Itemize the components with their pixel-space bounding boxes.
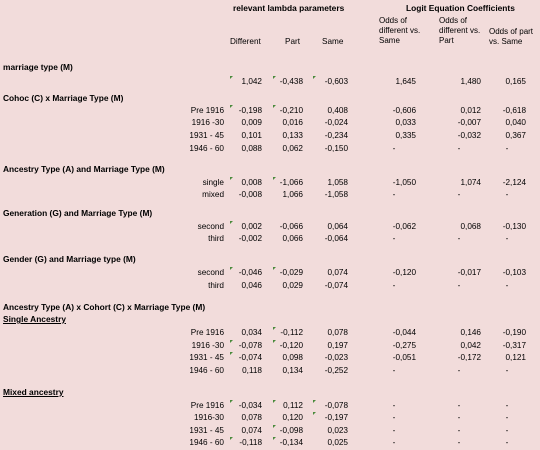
- cell-odds-different-part: -0,007: [457, 118, 481, 127]
- row-label: 1931 - 45: [189, 353, 224, 362]
- subsection-title-single-ancestry: Single Ancestry: [3, 314, 66, 324]
- cell-odds-different-same: -0,606: [392, 106, 416, 115]
- cell-part: -0,098: [279, 426, 303, 435]
- cell-same: -1,058: [324, 190, 348, 199]
- row-label: Pre 1916: [190, 401, 224, 410]
- cell-odds-different-part: -: [457, 413, 461, 422]
- cell-part: 0,112: [283, 401, 303, 410]
- cell-odds-part-same: -: [505, 413, 509, 422]
- cell-warning-indicator: [273, 177, 276, 180]
- cell-odds-different-same: -: [392, 144, 396, 153]
- row-label: 1916-30: [193, 413, 224, 422]
- cell-same: -0,024: [324, 118, 348, 127]
- row-label: single: [202, 178, 224, 187]
- cell-warning-indicator: [230, 267, 233, 270]
- cell-part: 0,066: [282, 234, 303, 243]
- row-label: Pre 1916: [190, 106, 224, 115]
- cell-same: 0,078: [327, 328, 348, 337]
- cell-odds-different-same: -0,051: [392, 353, 416, 362]
- cell-different: 0,009: [241, 118, 262, 127]
- cell-odds-part-same: -0,103: [502, 268, 526, 277]
- cell-part: 0,016: [282, 118, 303, 127]
- cell-different: 0,034: [241, 328, 262, 337]
- cell-warning-indicator: [273, 105, 276, 108]
- cell-odds-different-part: -0,032: [457, 131, 481, 140]
- cell-different: 0,101: [241, 131, 262, 140]
- cell-warning-indicator: [273, 267, 276, 270]
- cell-part: 0,029: [282, 281, 303, 290]
- column-header-odds-different-part: Odds of different vs. Part: [439, 16, 481, 45]
- cell-odds-different-same: 1,645: [395, 77, 416, 86]
- cell-part: 0,134: [282, 366, 303, 375]
- cell-same: 0,408: [327, 106, 348, 115]
- cell-part: -0,210: [279, 106, 303, 115]
- cell-odds-different-same: -: [392, 234, 396, 243]
- section-title-ancestry-cohort-marriage: Ancestry Type (A) x Cohort (C) x Marriage Type (M): [3, 302, 206, 312]
- cell-odds-different-same: -0,120: [392, 268, 416, 277]
- cell-same: -0,023: [324, 353, 348, 362]
- cell-odds-different-same: -0,044: [392, 328, 416, 337]
- subsection-title-mixed-ancestry: Mixed ancestry: [3, 387, 64, 397]
- cell-warning-indicator: [273, 400, 276, 403]
- cell-same: 0,025: [327, 438, 348, 447]
- cell-odds-different-part: -: [457, 234, 461, 243]
- cell-odds-different-same: -: [392, 401, 396, 410]
- cell-odds-different-part: -: [457, 190, 461, 199]
- cell-warning-indicator: [273, 76, 276, 79]
- cell-same: -0,234: [324, 131, 348, 140]
- cell-warning-indicator: [230, 177, 233, 180]
- cell-different: 0,074: [241, 426, 262, 435]
- cell-odds-part-same: -: [505, 426, 509, 435]
- cell-different: -0,078: [238, 341, 262, 350]
- row-label: 1946 - 60: [189, 144, 224, 153]
- cell-warning-indicator: [273, 340, 276, 343]
- cell-same: -0,074: [324, 281, 348, 290]
- row-label: 1916 -30: [191, 341, 224, 350]
- column-header-different: Different: [230, 37, 261, 46]
- cell-odds-part-same: -: [505, 234, 509, 243]
- cell-odds-different-part: 0,012: [460, 106, 481, 115]
- row-label: second: [197, 268, 224, 277]
- cell-same: 0,197: [327, 341, 348, 350]
- cell-odds-part-same: -: [505, 281, 509, 290]
- cell-part: -0,112: [280, 328, 303, 337]
- row-label: second: [197, 222, 224, 231]
- lambda-parameters-title: relevant lambda parameters: [233, 3, 345, 13]
- cell-different: 0,078: [241, 413, 262, 422]
- row-label: 1931 - 45: [189, 131, 224, 140]
- cell-odds-different-part: -0,017: [457, 268, 481, 277]
- column-header-odds-part-same: Odds of part vs. Same: [489, 27, 534, 46]
- cell-same: -0,150: [324, 144, 348, 153]
- row-label: 1916 -30: [191, 118, 224, 127]
- section-title-ancestry-marriage: Ancestry Type (A) and Marriage Type (M): [3, 164, 165, 174]
- cell-odds-part-same: -0,317: [502, 341, 526, 350]
- cell-warning-indicator: [230, 105, 233, 108]
- cell-odds-different-same: -0,062: [392, 222, 416, 231]
- cell-same: 0,023: [327, 426, 348, 435]
- logit-coefficients-title: Logit Equation Coefficients: [406, 3, 515, 13]
- cell-odds-different-part: -: [457, 438, 461, 447]
- section-title-gender-marriage: Gender (G) and Marriage type (M): [3, 254, 136, 264]
- cell-different: 1,042: [241, 77, 262, 86]
- cell-warning-indicator: [273, 425, 276, 428]
- cell-warning-indicator: [230, 400, 233, 403]
- cell-odds-different-same: 0,335: [395, 131, 416, 140]
- cell-odds-different-part: 1,480: [460, 77, 481, 86]
- row-label: Pre 1916: [190, 328, 224, 337]
- cell-odds-different-same: -: [392, 438, 396, 447]
- cell-warning-indicator: [230, 352, 233, 355]
- cell-warning-indicator: [313, 400, 316, 403]
- cell-odds-part-same: -0,190: [502, 328, 526, 337]
- cell-different: 0,008: [241, 178, 262, 187]
- section-title-cohort-marriage: Cohoc (C) x Marriage Type (M): [3, 93, 124, 103]
- cell-different: -0,046: [238, 268, 262, 277]
- cell-same: -0,252: [324, 366, 348, 375]
- row-label: 1931 - 45: [189, 426, 224, 435]
- cell-same: -0,603: [324, 77, 348, 86]
- row-label: third: [208, 281, 224, 290]
- cell-odds-part-same: -0,618: [502, 106, 526, 115]
- cell-different: -0,118: [239, 438, 262, 447]
- cell-warning-indicator: [313, 76, 316, 79]
- cell-odds-different-part: -: [457, 281, 461, 290]
- cell-warning-indicator: [313, 412, 316, 415]
- cell-warning-indicator: [273, 327, 276, 330]
- cell-warning-indicator: [230, 221, 233, 224]
- cell-odds-different-part: 0,042: [460, 341, 481, 350]
- row-label: third: [208, 234, 224, 243]
- cell-odds-different-same: -0,275: [392, 341, 416, 350]
- row-label: 1946 - 60: [189, 438, 224, 447]
- cell-odds-part-same: -0,130: [502, 222, 526, 231]
- cell-same: -0,197: [324, 413, 348, 422]
- cell-odds-part-same: 0,367: [505, 131, 526, 140]
- cell-odds-different-same: -: [392, 190, 396, 199]
- cell-different: 0,088: [241, 144, 262, 153]
- cell-part: -0,029: [279, 268, 303, 277]
- cell-same: 0,064: [327, 222, 348, 231]
- cell-odds-different-same: -: [392, 366, 396, 375]
- cell-odds-different-same: -: [392, 281, 396, 290]
- cell-odds-part-same: 0,165: [505, 77, 526, 86]
- cell-part: 0,098: [282, 353, 303, 362]
- cell-same: 1,058: [327, 178, 348, 187]
- cell-part: -0,438: [279, 77, 303, 86]
- cell-odds-different-part: 0,146: [460, 328, 481, 337]
- cell-odds-different-same: 0,033: [395, 118, 416, 127]
- cell-part: 1,066: [282, 190, 303, 199]
- row-label: mixed: [202, 190, 224, 199]
- cell-part: 0,120: [282, 413, 303, 422]
- cell-odds-different-same: -: [392, 426, 396, 435]
- cell-part: -1,066: [279, 178, 303, 187]
- cell-odds-different-part: 0,068: [460, 222, 481, 231]
- cell-different: -0,002: [238, 234, 262, 243]
- column-header-same: Same: [322, 37, 344, 46]
- cell-part: -0,120: [279, 341, 303, 350]
- section-title-marriage-type: marriage type (M): [3, 62, 73, 72]
- cell-same: 0,074: [327, 268, 348, 277]
- cell-odds-part-same: -: [505, 401, 509, 410]
- cell-different: -0,074: [238, 353, 262, 362]
- cell-odds-part-same: -: [505, 190, 509, 199]
- cell-odds-different-same: -1,050: [392, 178, 416, 187]
- cell-odds-different-part: -: [457, 401, 461, 410]
- cell-same: -0,078: [324, 401, 348, 410]
- column-header-odds-different-same: Odds of different vs. Same: [379, 16, 421, 45]
- cell-odds-part-same: 0,121: [505, 353, 526, 362]
- cell-different: -0,198: [238, 106, 262, 115]
- cell-odds-different-part: -: [457, 366, 461, 375]
- cell-odds-different-part: -: [457, 426, 461, 435]
- cell-part: -0,066: [279, 222, 303, 231]
- cell-different: 0,002: [241, 222, 262, 231]
- cell-odds-part-same: -: [505, 144, 509, 153]
- cell-warning-indicator: [230, 76, 233, 79]
- cell-same: -0,064: [324, 234, 348, 243]
- cell-part: 0,133: [282, 131, 303, 140]
- cell-odds-different-part: -: [457, 144, 461, 153]
- cell-part: -0,134: [279, 438, 303, 447]
- cell-odds-part-same: -: [505, 366, 509, 375]
- cell-different: 0,046: [241, 281, 262, 290]
- column-header-part: Part: [285, 37, 301, 46]
- cell-odds-part-same: -: [505, 438, 509, 447]
- cell-part: 0,062: [282, 144, 303, 153]
- cell-different: 0,118: [242, 366, 262, 375]
- cell-odds-part-same: 0,040: [505, 118, 526, 127]
- cell-odds-different-part: -0,172: [457, 353, 481, 362]
- cell-different: -0,008: [238, 190, 262, 199]
- cell-different: -0,034: [238, 401, 262, 410]
- section-title-generation-marriage: Generation (G) and Marriage Type (M): [3, 208, 153, 218]
- cell-odds-part-same: -2,124: [502, 178, 526, 187]
- cell-warning-indicator: [230, 340, 233, 343]
- cell-warning-indicator: [230, 437, 233, 440]
- cell-odds-different-same: -: [392, 413, 396, 422]
- row-label: 1946 - 60: [189, 366, 224, 375]
- cell-warning-indicator: [273, 437, 276, 440]
- cell-odds-different-part: 1,074: [460, 178, 481, 187]
